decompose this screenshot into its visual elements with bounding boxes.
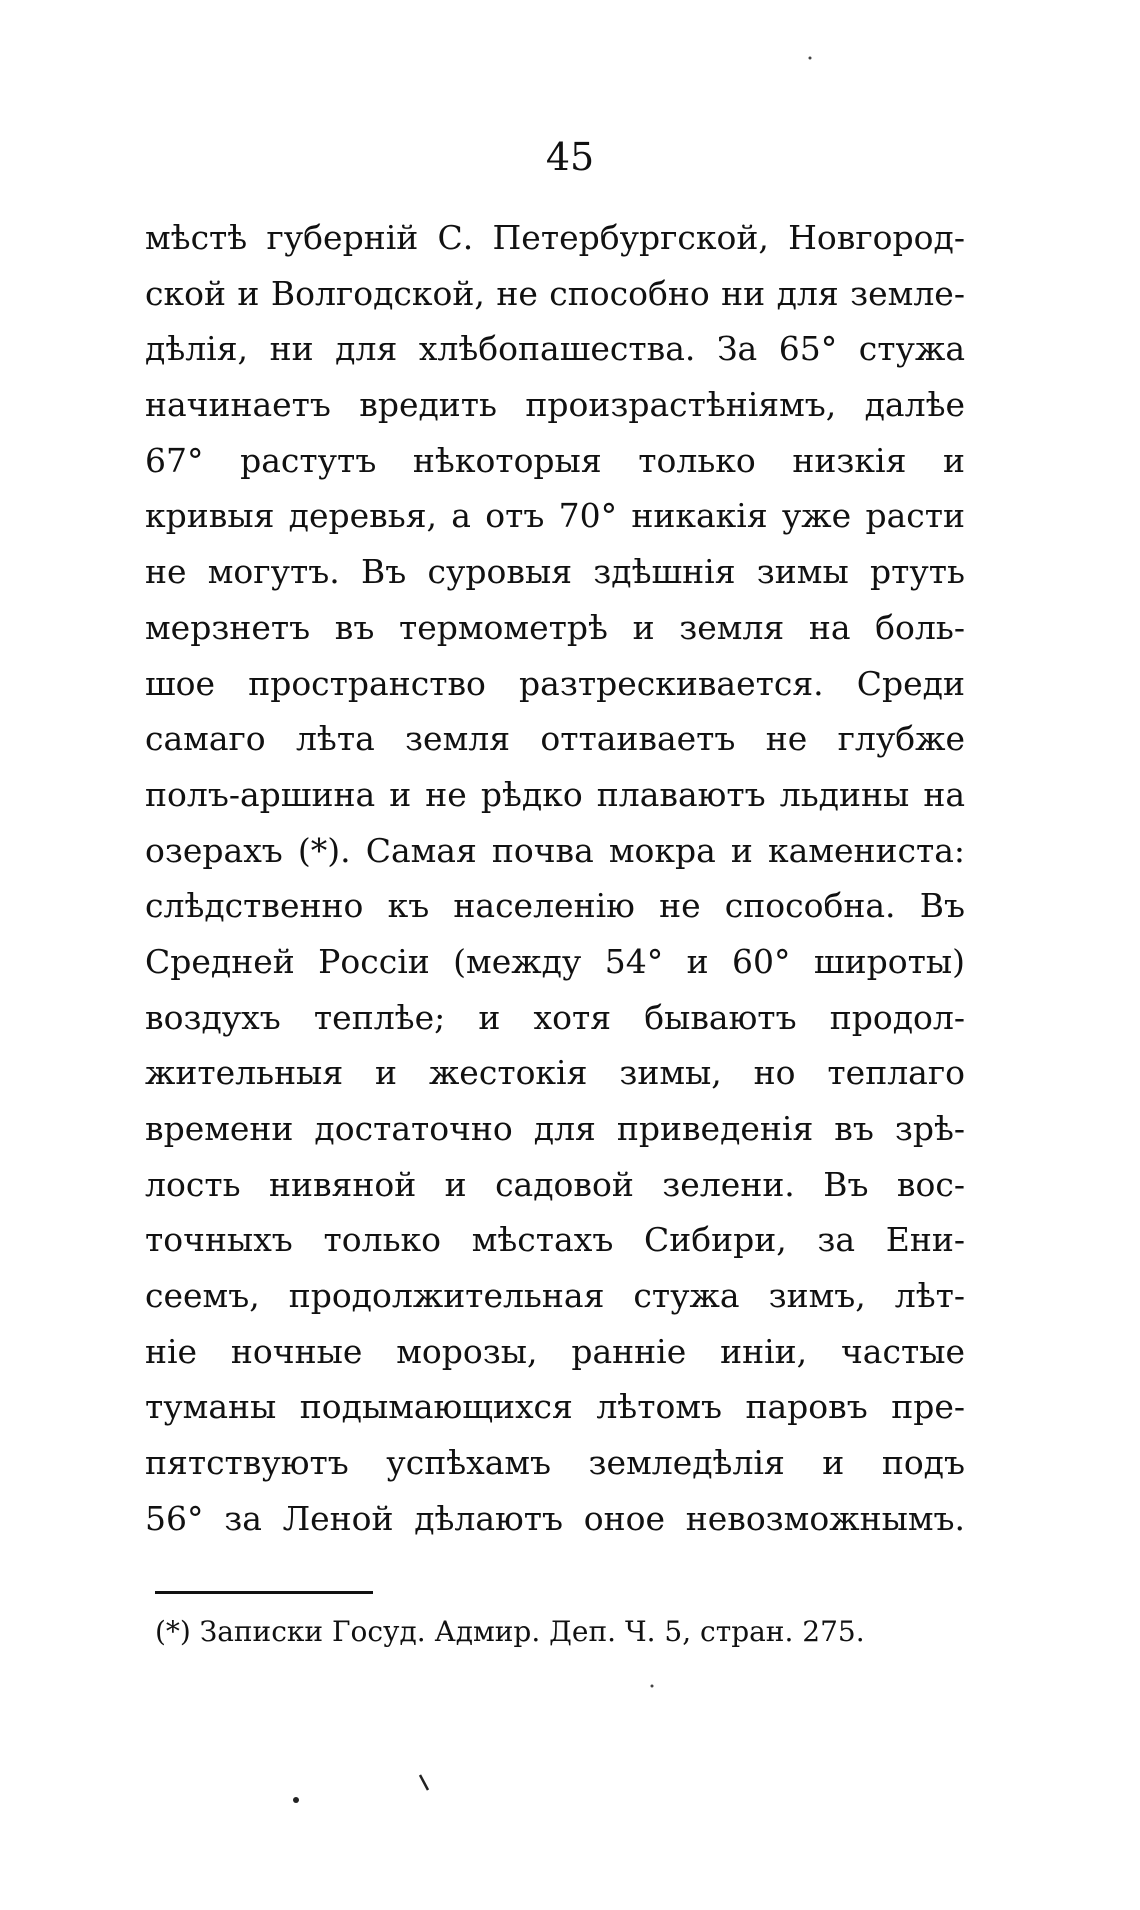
text-line: точныхъ только мѣстахъ Сибири, за Ени- <box>145 1220 965 1260</box>
text-line: жительныя и жестокія зимы, но теплаго <box>145 1053 965 1093</box>
text-line: слѣдственно къ населенію не способна. Въ <box>145 886 965 926</box>
text-line: 67° растутъ нѣкоторыя только низкія и <box>145 440 965 480</box>
text-line: мерзнетъ въ термометрѣ и земля на боль- <box>145 607 965 647</box>
footnote: (*) Записки Госуд. Адмир. Деп. Ч. 5, стран. 275. <box>155 1615 865 1648</box>
text-line: 56° за Леной дѣлаютъ оное невозможнымъ. <box>145 1498 965 1538</box>
page-number: 45 <box>545 135 595 179</box>
text-line: начинаетъ вредить произрастѣніямъ, далѣе <box>145 385 965 425</box>
text-line: мѣстѣ губерній С. Петербургской, Новгород- <box>145 218 965 257</box>
ink-speck <box>293 1797 299 1803</box>
text-line: полъ-аршина и не рѣдко плаваютъ льдины на <box>145 774 965 814</box>
footnote-divider <box>155 1591 373 1594</box>
text-line: самаго лѣта земля оттаиваетъ не глубже <box>145 719 965 759</box>
text-line: ніе ночные морозы, ранніе иніи, частые <box>145 1331 965 1371</box>
ink-mark <box>420 1775 428 1790</box>
text-line: лость нивяной и садовой зелени. Въ вос- <box>145 1164 965 1204</box>
text-line: Средней Россіи (между 54° и 60° широты) <box>145 941 965 981</box>
text-line: сеемъ, продолжительная стужа зимъ, лѣт- <box>145 1276 965 1316</box>
text-line: пятствуютъ успѣхамъ земледѣлія и подъ <box>145 1443 965 1483</box>
text-line: дѣлія, ни для хлѣбопашества. За 65° стужа <box>145 329 965 369</box>
ink-speck <box>809 57 812 60</box>
text-line: шое пространство разтрескивается. Среди <box>145 663 965 703</box>
text-line: не могутъ. Въ суровыя здѣшнія зимы ртуть <box>145 552 965 592</box>
text-line: ской и Волгодской, не способно ни для земле- <box>145 273 965 313</box>
text-line: времени достаточно для приведенія въ зрѣ- <box>145 1109 965 1148</box>
text-line: кривыя деревья, а отъ 70° никакія уже расти <box>145 496 965 536</box>
body-text <box>145 210 965 1547</box>
ink-speck <box>651 1685 654 1688</box>
text-line: туманы подымающихся лѣтомъ паровъ пре- <box>145 1387 965 1427</box>
text-line: озерахъ (*). Самая почва мокра и камениста: <box>145 830 965 870</box>
text-line: воздухъ теплѣе; и хотя бываютъ продол- <box>145 997 965 1037</box>
